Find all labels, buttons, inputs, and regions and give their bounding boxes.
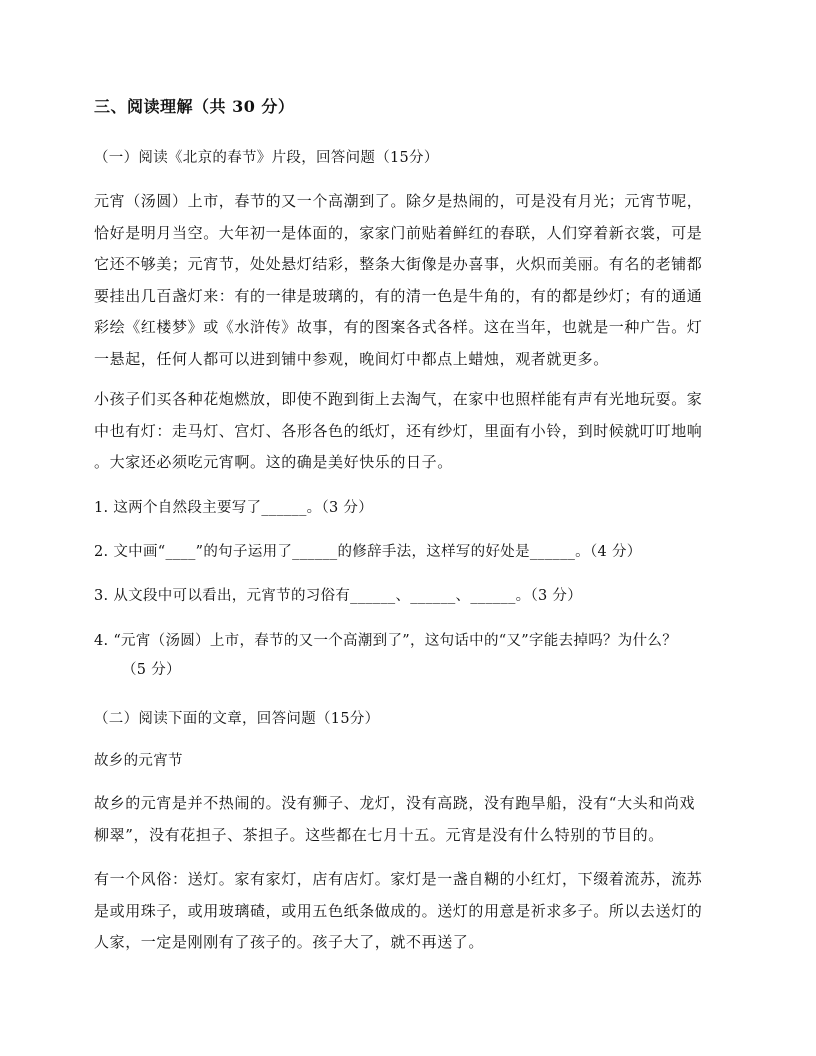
text-line: 中也有灯：走马灯、宫灯、各形各色的纸灯，还有纱灯，里面有小铃，到时候就叮叮地响: [94, 421, 703, 440]
text-line: 故乡的元宵是并不热闹的。没有狮子、龙灯，没有高跷，没有跑旱船，没有“大头和尚戏: [94, 794, 696, 812]
part2-heading: （二）阅读下面的文章，回答问题（15分）: [94, 711, 380, 727]
question-4-text: 4. “元宵（汤圆）上市，春节的又一个高潮到了”，这句话中的“又”字能去掉吗？为什么？: [94, 633, 677, 649]
part1-paragraph-1: [94, 186, 726, 375]
text-line: 它还不够美；元宵节，处处悬灯结彩，整条大街像是办喜事，火炽而美丽。有名的老铺都: [94, 255, 703, 273]
question-2: 2. 文中画“____”的句子运用了______的修辞手法，这样写的好处是______。（4 分）: [94, 544, 642, 560]
text-line: 是或用珠子，或用玻璃碴，或用五色纸条做成的。送灯的用意是祈求多子。所以去送灯的: [94, 901, 703, 920]
article-title: 故乡的元宵节: [94, 753, 183, 769]
text-line: 一悬起，任何人都可以进到铺中参观，晚间灯中都点上蜡烛，观者就更多。: [94, 349, 609, 368]
text-line: 恰好是明月当空。大年初一是体面的，家家门前贴着鲜红的春联，人们穿着新衣裳，可是: [94, 223, 703, 242]
text-line: 小孩子们买各种花炮燃放，即使不跑到街上去淘气，在家中也照样能有声有光地玩耍。家: [94, 390, 703, 408]
question-4: [94, 629, 677, 679]
text-line: 柳翠”，没有花担子、茶担子。这些都在七月十五。元宵是没有什么特别的节目的。: [94, 825, 664, 844]
text-line: 有一个风俗：送灯。家有家灯，店有店灯。家灯是一盏自糊的小红灯，下缀着流苏，流苏: [94, 870, 703, 888]
part2-paragraph-2: [94, 864, 726, 959]
question-1: 1. 这两个自然段主要写了______。（3 分）: [94, 500, 374, 516]
part2-paragraph-1: [94, 788, 726, 851]
text-line: 人家，一定是刚刚有了孩子的。孩子大了，就不再送了。: [94, 933, 485, 951]
part1-heading: （一）阅读《北京的春节》片段，回答问题（15分）: [94, 150, 439, 166]
text-line: 。大家还必须吃元宵啊。这的确是美好快乐的日子。: [94, 453, 453, 471]
text-line: 彩绘《红楼梦》或《水浒传》故事，有的图案各式各样。这在当年，也就是一种广告。灯: [94, 318, 703, 336]
question-4-score: （5 分）: [122, 662, 181, 678]
text-line: 要挂出几百盏灯来：有的一律是玻璃的，有的清一色是牛角的，有的都是纱灯；有的通通: [94, 286, 703, 305]
part1-paragraph-2: [94, 384, 726, 479]
section-title: 三、阅读理解（共 30 分）: [94, 97, 295, 116]
text-line: 元宵（汤圆）上市，春节的又一个高潮到了。除夕是热闹的，可是没有月光；元宵节呢，: [94, 192, 703, 210]
question-3: 3. 从文段中可以看出，元宵节的习俗有______、______、______。（3 分）: [94, 588, 583, 604]
